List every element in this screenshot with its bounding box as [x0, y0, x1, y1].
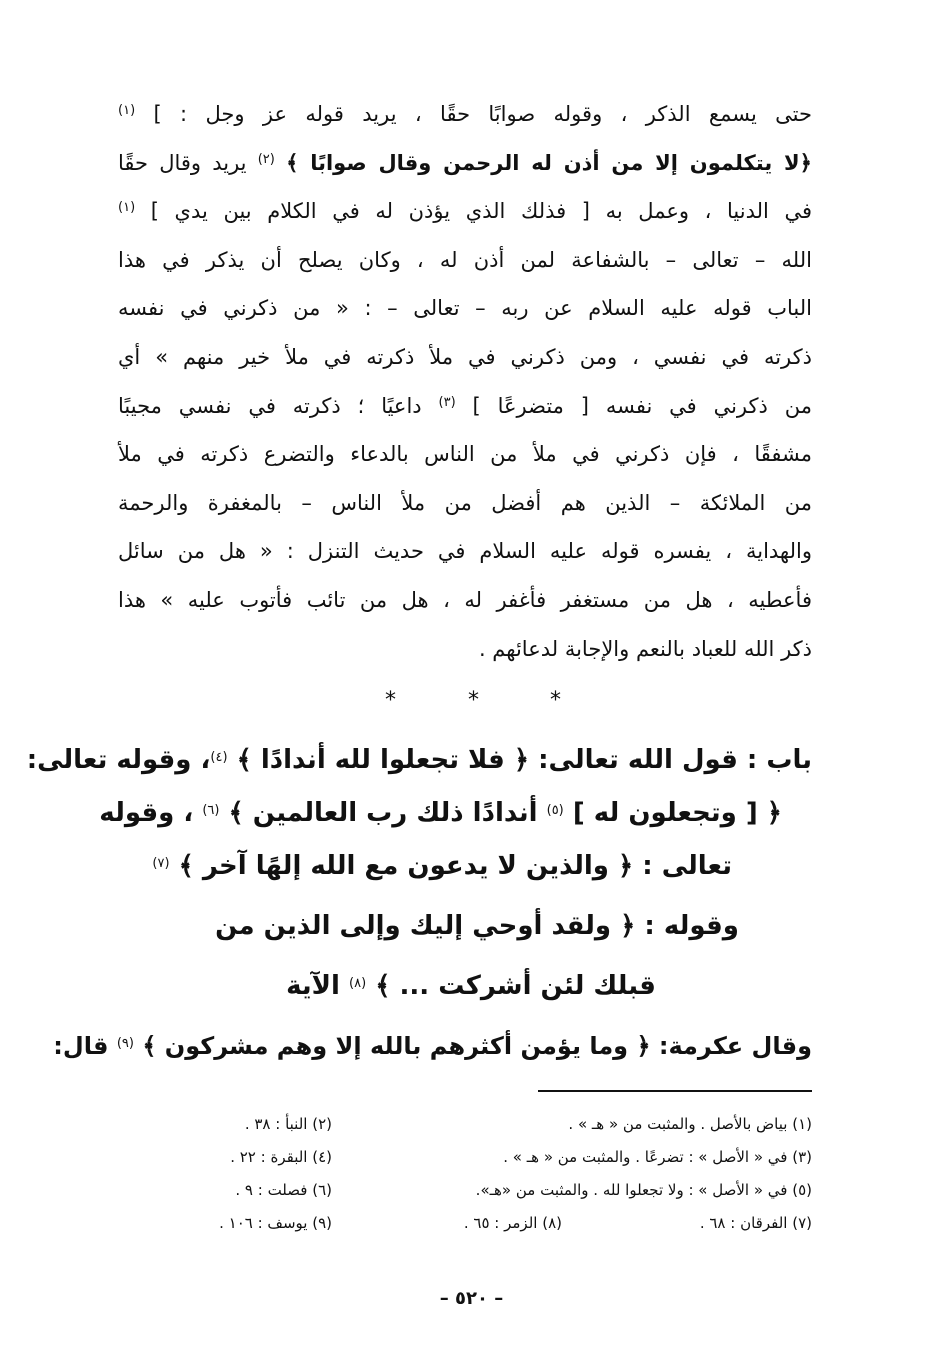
star-ornament: *	[550, 688, 561, 713]
footnote: (٧) الفرقان : ٦٨ .	[699, 1214, 812, 1232]
text-line: فأعطيه ، هل من مستغفر فأغفر له ، هل من تائب فأتوب عليه » هذا	[118, 587, 812, 612]
footnote-divider	[538, 1090, 812, 1092]
star-ornament: *	[468, 688, 479, 713]
text-line: مشفقًا ، فإن ذكرني في ملأ من الناس بالدعاء والتضرع ذكرته في ملأ	[118, 442, 812, 467]
heading-line: وقوله : ﴿ ولقد أوحي إليك وإلى الذين من	[215, 911, 739, 941]
text-line: ﴿لا يتكلمون إلا من أذن له الرحمن وقال صوابًا ﴾ $^{(٢)}$ يريد وقال حقًا	[118, 150, 812, 175]
star-ornament: *	[385, 688, 396, 713]
text-line: ذكر الله للعباد بالنعم والإجابة لدعائهم .	[478, 636, 812, 661]
footnote: (٤) البقرة : ٢٢ .	[230, 1148, 332, 1166]
footnote: (٨) الزمر : ٦٥ .	[463, 1214, 562, 1232]
heading-line: قبلك لئن أشركت ... ﴾ $^{(٨)}$ الآية	[286, 971, 656, 1001]
chapter-heading	[26, 730, 812, 1076]
footnote-row	[150, 1108, 812, 1141]
footnote: (٥) في « الأصل » : ولا تجعلوا لله . والمثبت من «هـ».	[475, 1181, 812, 1199]
text-line: الباب قوله عليه السلام عن ربه – تعالى – : « من ذكرني في نفسه	[118, 296, 812, 321]
footnote: (١) بياض بالأصل . والمثبت من « هـ » .	[568, 1115, 812, 1133]
text-line: ذكرته في نفسي ، ومن ذكرني في ملأ ذكرته في ملأ خير منهم » أي	[118, 344, 812, 369]
footnote: (٦) فصلت : ٩ .	[235, 1181, 332, 1199]
footnote: (٣) في « الأصل » : تضرعًا . والمثبت من « هـ » .	[503, 1148, 812, 1166]
footnote-row	[150, 1141, 812, 1174]
section-separator	[0, 686, 943, 716]
footnote-row	[150, 1207, 812, 1240]
text-line: حتى يسمع الذكر ، وقوله صوابًا حقًا ، يريد قوله عز وجل : ] $^{(١)}$	[118, 102, 812, 126]
footnote: (٩) يوسف : ١٠٦ .	[219, 1214, 332, 1232]
footnote: (٢) النبأ : ٣٨ .	[244, 1115, 332, 1133]
heading-line: باب : قول الله تعالى: ﴿ فلا تجعلوا لله أندادًا ﴾ $^{(٤)}$، وقوله تعالى:	[26, 745, 812, 775]
text-line: والهداية ، يفسره قوله عليه السلام في حديث التنزل : « هل من سائل	[118, 539, 812, 564]
text-line: في الدنيا ، وعمل به [ فذلك الذي يؤذن له في الكلام بين يدي ] $^{(١)}$	[118, 199, 812, 224]
heading-line: ﴿ [ وتجعلون له ] $^{(٥)}$ أندادًا ذلك رب العالمين ﴾ $^{(٦)}$ ، وقوله	[99, 798, 782, 828]
heading-line: تعالى : ﴿ والذين لا يدعون مع الله إلهًا آخر ﴾ $^{(٧)}$	[152, 851, 732, 881]
text-line: الله – تعالى – بالشفاعة لمن أذن له ، وكان يصلح أن يذكر في هذا	[118, 247, 812, 272]
text-line: من ذكرني في نفسه [ متضرعًا ] $^{(٣)}$ داعيًا ؛ ذكرته في نفسي مجيبًا	[118, 393, 812, 418]
footnote-row	[150, 1174, 812, 1207]
footnotes	[150, 1108, 812, 1240]
heading-line: وقال عكرمة: ﴿ وما يؤمن أكثرهم بالله إلا وهم مشركون ﴾ $^{(٩)}$ قال:	[53, 1032, 812, 1060]
page-number: – ٥٢٠ –	[439, 1288, 504, 1309]
body-text	[118, 90, 812, 673]
text-line: من الملائكة – الذين هم أفضل من ملأ الناس – بالمغفرة والرحمة	[118, 490, 812, 515]
quran-verse: ﴿لا يتكلمون إلا من أذن له الرحمن وقال صوابًا ﴾	[286, 150, 812, 175]
